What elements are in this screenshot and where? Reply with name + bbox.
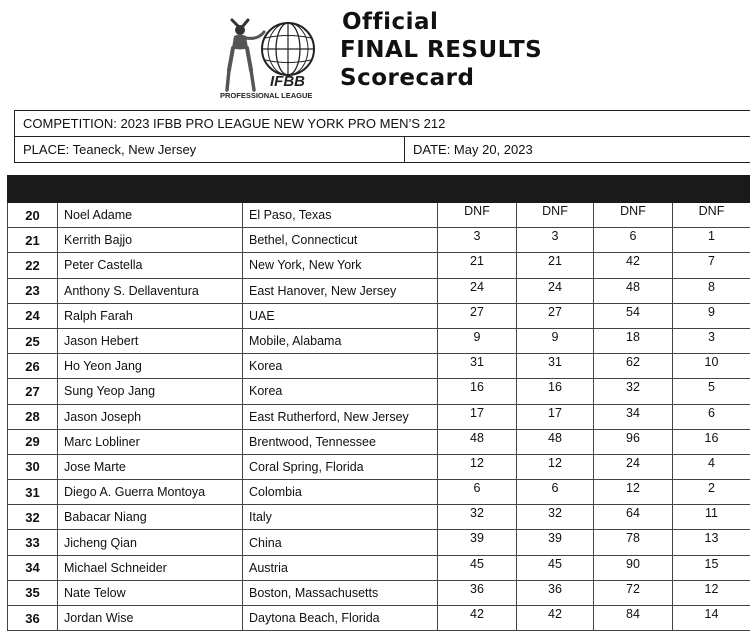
round-2-score: 32 [517,505,594,530]
round-2-score: 48 [517,429,594,454]
total-score: 6 [594,228,673,253]
place-date-row [15,136,750,162]
competitor-name: Jason Joseph [58,404,243,429]
competitor-name: Ho Yeon Jang [58,354,243,379]
total-score: 72 [594,580,673,605]
header-cell [673,176,750,203]
placing: 2 [673,480,750,505]
round-2-score: 3 [517,228,594,253]
title-line-scorecard: Scorecard [340,64,542,92]
competitor-location: East Hanover, New Jersey [243,278,438,303]
placing: 5 [673,379,750,404]
table-row [8,555,750,580]
round-1-score: 17 [438,404,517,429]
scorecard-title [340,8,542,92]
table-row [8,278,750,303]
ifbb-logo [218,14,340,100]
competitor-location: Italy [243,505,438,530]
table-row [8,606,750,631]
placing: DNF [673,203,750,228]
placing: 6 [673,404,750,429]
total-score: 18 [594,328,673,353]
placing: 10 [673,354,750,379]
table-row [8,580,750,605]
total-score: DNF [594,203,673,228]
table-row [8,379,750,404]
competitor-location: El Paso, Texas [243,203,438,228]
table-row [8,454,750,479]
placing: 9 [673,303,750,328]
round-1-score: 36 [438,580,517,605]
date-text: DATE: May 20, 2023 [405,137,533,162]
placing: 14 [673,606,750,631]
round-2-score: 16 [517,379,594,404]
competitor-number: 32 [8,505,58,530]
place-text: PLACE: Teaneck, New Jersey [15,137,405,162]
round-1-score: 31 [438,354,517,379]
competitor-name: Noel Adame [58,203,243,228]
round-2-score: 42 [517,606,594,631]
competitor-name: Jordan Wise [58,606,243,631]
competitor-name: Marc Lobliner [58,429,243,454]
total-score: 84 [594,606,673,631]
placing: 3 [673,328,750,353]
competitor-location: Colombia [243,480,438,505]
table-row [8,253,750,278]
round-1-score: DNF [438,203,517,228]
competitor-number: 27 [8,379,58,404]
round-1-score: 9 [438,328,517,353]
results-table-wrap [7,175,750,631]
round-1-score: 3 [438,228,517,253]
header-cell [58,176,243,203]
total-score: 48 [594,278,673,303]
competitor-location: New York, New York [243,253,438,278]
placing: 16 [673,429,750,454]
round-2-score: 31 [517,354,594,379]
round-1-score: 12 [438,454,517,479]
total-score: 32 [594,379,673,404]
title-line-final-results: FINAL RESULTS [340,36,542,64]
round-2-score: 36 [517,580,594,605]
competitor-location: Brentwood, Tennessee [243,429,438,454]
competitor-location: Bethel, Connecticut [243,228,438,253]
competitor-name: Peter Castella [58,253,243,278]
scorecard-header [0,0,750,108]
table-row [8,228,750,253]
placing: 8 [673,278,750,303]
round-1-score: 32 [438,505,517,530]
competitor-name: Nate Telow [58,580,243,605]
round-1-score: 48 [438,429,517,454]
round-2-score: 6 [517,480,594,505]
round-2-score: 27 [517,303,594,328]
competitor-name: Michael Schneider [58,555,243,580]
competitor-number: 34 [8,555,58,580]
round-1-score: 45 [438,555,517,580]
competitor-number: 23 [8,278,58,303]
table-row [8,429,750,454]
total-score: 42 [594,253,673,278]
round-2-score: 39 [517,530,594,555]
table-row [8,354,750,379]
table-row [8,404,750,429]
table-header-row [8,176,750,203]
results-table [7,175,750,631]
competitor-number: 21 [8,228,58,253]
competitor-name: Kerrith Bajjo [58,228,243,253]
table-row [8,328,750,353]
header-cell [438,176,517,203]
round-2-score: 24 [517,278,594,303]
round-1-score: 6 [438,480,517,505]
round-2-score: DNF [517,203,594,228]
competitor-location: Daytona Beach, Florida [243,606,438,631]
total-score: 78 [594,530,673,555]
total-score: 64 [594,505,673,530]
placing: 1 [673,228,750,253]
competitor-location: China [243,530,438,555]
competition-info [14,110,750,163]
round-1-score: 42 [438,606,517,631]
placing: 7 [673,253,750,278]
table-row [8,505,750,530]
competitor-name: Jicheng Qian [58,530,243,555]
competitor-location: East Rutherford, New Jersey [243,404,438,429]
title-line-official: Official [342,8,542,36]
round-1-score: 16 [438,379,517,404]
competitor-number: 26 [8,354,58,379]
competitor-number: 24 [8,303,58,328]
header-cell [243,176,438,203]
results-body [8,203,750,631]
total-score: 96 [594,429,673,454]
logo-text: IFBB [270,73,305,90]
table-row [8,303,750,328]
round-1-score: 27 [438,303,517,328]
round-2-score: 12 [517,454,594,479]
header-cell [8,176,58,203]
competitor-number: 29 [8,429,58,454]
table-row [8,203,750,228]
logo-subtext: PROFESSIONAL LEAGUE [220,91,312,100]
competitor-location: Korea [243,379,438,404]
total-score: 34 [594,404,673,429]
competition-row [15,111,750,136]
table-row [8,480,750,505]
placing: 13 [673,530,750,555]
competitor-location: UAE [243,303,438,328]
competitor-location: Boston, Massachusetts [243,580,438,605]
competitor-number: 25 [8,328,58,353]
competitor-number: 28 [8,404,58,429]
round-1-score: 24 [438,278,517,303]
competitor-number: 22 [8,253,58,278]
competitor-name: Jose Marte [58,454,243,479]
competitor-name: Ralph Farah [58,303,243,328]
placing: 11 [673,505,750,530]
competitor-location: Coral Spring, Florida [243,454,438,479]
table-row [8,530,750,555]
header-cell [594,176,673,203]
total-score: 62 [594,354,673,379]
round-2-score: 17 [517,404,594,429]
placing: 12 [673,580,750,605]
round-1-score: 21 [438,253,517,278]
header-cell [517,176,594,203]
competitor-number: 35 [8,580,58,605]
competitor-number: 31 [8,480,58,505]
total-score: 54 [594,303,673,328]
total-score: 90 [594,555,673,580]
total-score: 12 [594,480,673,505]
competitor-name: Jason Hebert [58,328,243,353]
placing: 4 [673,454,750,479]
total-score: 24 [594,454,673,479]
competitor-number: 20 [8,203,58,228]
competitor-name: Anthony S. Dellaventura [58,278,243,303]
competitor-number: 33 [8,530,58,555]
competitor-number: 30 [8,454,58,479]
round-2-score: 21 [517,253,594,278]
round-2-score: 45 [517,555,594,580]
competitor-name: Diego A. Guerra Montoya [58,480,243,505]
competition-text: COMPETITION: 2023 IFBB PRO LEAGUE NEW YORK PRO MEN’S 212 [15,111,445,136]
competitor-number: 36 [8,606,58,631]
competitor-location: Austria [243,555,438,580]
competitor-location: Korea [243,354,438,379]
competitor-name: Babacar Niang [58,505,243,530]
competitor-location: Mobile, Alabama [243,328,438,353]
round-1-score: 39 [438,530,517,555]
placing: 15 [673,555,750,580]
competitor-name: Sung Yeop Jang [58,379,243,404]
round-2-score: 9 [517,328,594,353]
